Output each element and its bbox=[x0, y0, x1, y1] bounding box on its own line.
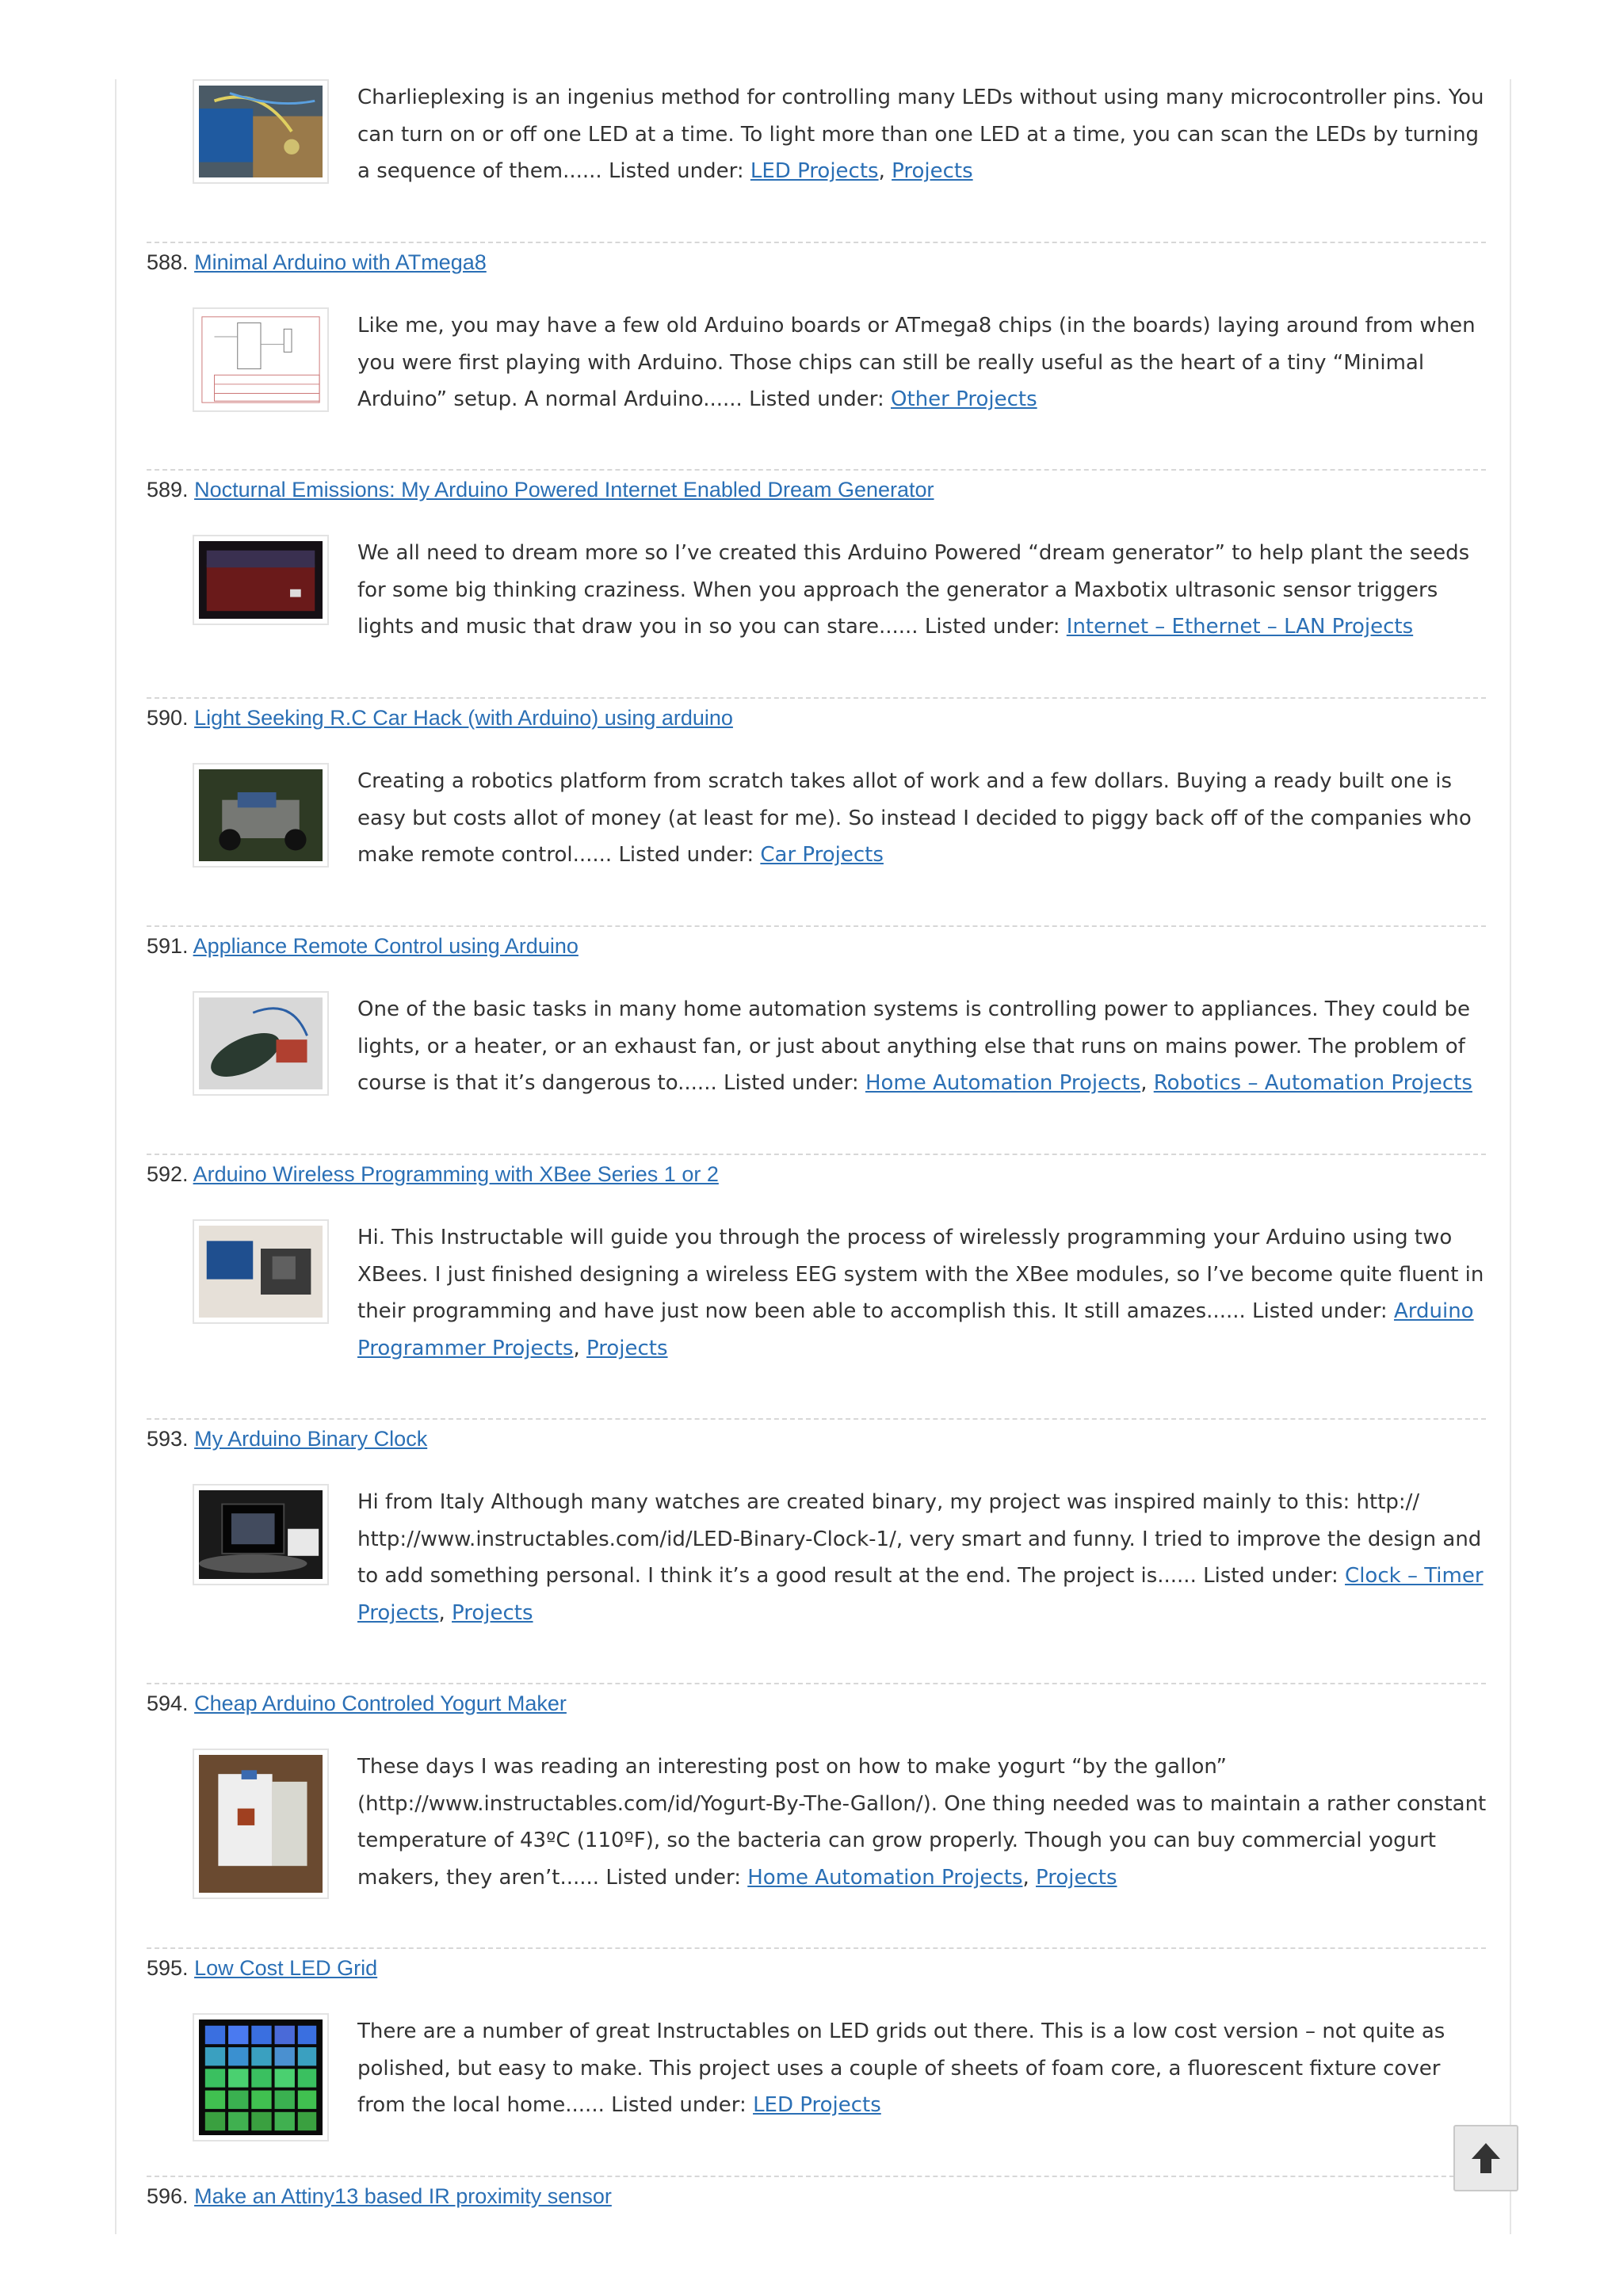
thumbnail-yogurt-maker[interactable] bbox=[193, 1749, 329, 1899]
item-heading: 588. Minimal Arduino with ATmega8 bbox=[147, 242, 1486, 280]
list-item bbox=[147, 1947, 1486, 2117]
category-link[interactable]: LED Projects bbox=[750, 159, 879, 183]
thumbnail-binary-clock[interactable] bbox=[193, 1484, 329, 1585]
category-link[interactable]: Home Automation Projects bbox=[865, 1071, 1141, 1095]
category-link[interactable]: Internet – Ethernet – LAN Projects bbox=[1066, 615, 1414, 639]
category-link[interactable]: Robotics – Automation Projects bbox=[1153, 1071, 1472, 1095]
thumbnail-xbee[interactable] bbox=[193, 1219, 329, 1324]
photo-image bbox=[199, 2019, 323, 2135]
thumbnail-charlieplexing[interactable] bbox=[193, 79, 329, 184]
photo-image bbox=[199, 1755, 323, 1893]
photo-image bbox=[199, 86, 323, 177]
list-item bbox=[147, 1154, 1486, 1360]
thumbnail-schematic[interactable] bbox=[193, 307, 329, 412]
item-heading: 589. Nocturnal Emissions: My Arduino Powered Internet Enabled Dream Generator bbox=[147, 469, 1486, 507]
item-title-link[interactable]: Arduino Wireless Programming with XBee Series 1 or 2 bbox=[193, 1162, 719, 1186]
category-link[interactable]: Clock – Timer Projects bbox=[357, 1564, 1484, 1625]
item-title-link[interactable]: My Arduino Binary Clock bbox=[194, 1427, 428, 1451]
item-description: Like me, you may have a few old Arduino boards or ATmega8 chips (in the boards) laying around from when you were first playing with Arduino. Those chips can still be really useful as the heart of a tiny “Minimal Arduino” setup. A normal Arduino...... Listed under: Other Projects bbox=[357, 314, 1476, 411]
item-title-link[interactable]: Minimal Arduino with ATmega8 bbox=[194, 250, 487, 274]
list-item bbox=[147, 242, 1486, 411]
item-heading: 593. My Arduino Binary Clock bbox=[147, 1418, 1486, 1456]
schematic-image bbox=[199, 314, 323, 406]
category-link[interactable]: LED Projects bbox=[753, 2093, 881, 2117]
photo-image bbox=[199, 541, 323, 619]
photo-image bbox=[199, 1226, 323, 1318]
list-item bbox=[147, 2176, 1486, 2214]
category-link[interactable]: Projects bbox=[586, 1336, 668, 1360]
thumbnail-appliance-remote[interactable] bbox=[193, 991, 329, 1096]
list-item bbox=[147, 925, 1486, 1095]
item-heading: 595. Low Cost LED Grid bbox=[147, 1947, 1486, 1985]
item-description: Creating a robotics platform from scratch takes allot of work and a few dollars. Buying a ready built one is easy but costs allot of money (at least for me). So instead I decided to piggy back off of the companies who make remote control...... Listed under: Car Projects bbox=[357, 769, 1472, 867]
list-item bbox=[147, 469, 1486, 639]
article-list bbox=[115, 79, 1511, 2234]
item-description: These days I was reading an interesting post on how to make yogurt “by the gallon” (http://www.instructables.com/id/Yogurt-By-The-Gallon/). One thing needed was to maintain a rather constant temperature of 43ºC (110ºF), so the bacteria can grow properly. Though you can buy commercial yogurt makers, they aren’t...... Listed under: Home Automation Projects, Projects bbox=[357, 1755, 1487, 1890]
list-item bbox=[147, 1683, 1487, 1890]
category-link[interactable]: Home Automation Projects bbox=[747, 1865, 1023, 1890]
item-heading: 592. Arduino Wireless Programming with XBee Series 1 or 2 bbox=[147, 1154, 1486, 1192]
item-description: One of the basic tasks in many home automation systems is controlling power to appliances. They could be lights, or a heater, or an exhaust fan, or just about anything else that runs on mains power. The problem of course is that it’s dangerous to...... Listed under: Home Automation Projects, Robotics – Automation Projects bbox=[357, 997, 1472, 1095]
list-item bbox=[147, 1418, 1486, 1625]
thumbnail-dream-generator[interactable] bbox=[193, 535, 329, 625]
item-title-link[interactable]: Nocturnal Emissions: My Arduino Powered Internet Enabled Dream Generator bbox=[194, 478, 934, 502]
item-title-link[interactable]: Cheap Arduino Controled Yogurt Maker bbox=[194, 1691, 567, 1715]
category-link[interactable]: Projects bbox=[1036, 1865, 1117, 1890]
item-description: We all need to dream more so I’ve created this Arduino Powered “dream generator” to help plant the seeds for some big thinking craziness. When you approach the generator a Maxbotix ultrasonic sensor triggers lights and music that draw you in so you can stare...... Listed under: Internet – Ethernet – LAN Projects bbox=[357, 541, 1470, 639]
item-heading: 590. Light Seeking R.C Car Hack (with Arduino) using arduino bbox=[147, 697, 1486, 735]
photo-image bbox=[199, 1490, 323, 1579]
item-title-link[interactable]: Make an Attiny13 based IR proximity sensor bbox=[194, 2184, 612, 2208]
item-description: Hi from Italy Although many watches are created binary, my project was inspired mainly to this: http:// http://www.instructables.com/id/LED-Binary-Clock-1/, very smart and funny. I tried to improve the design and to add something personal. I think it’s a good result at the end. The project is...... Listed under: Clock – Timer Projects, Projects bbox=[357, 1490, 1484, 1625]
item-heading: 594. Cheap Arduino Controled Yogurt Maker bbox=[147, 1683, 1486, 1721]
item-heading: 596. Make an Attiny13 based IR proximity sensor bbox=[147, 2176, 1486, 2214]
item-title-link[interactable]: Light Seeking R.C Car Hack (with Arduino) using arduino bbox=[194, 706, 733, 730]
category-link[interactable]: Car Projects bbox=[760, 843, 884, 867]
arrow-up-icon bbox=[1470, 2142, 1502, 2175]
photo-image bbox=[199, 769, 323, 861]
item-title-link[interactable]: Appliance Remote Control using Arduino bbox=[193, 934, 579, 958]
photo-image bbox=[199, 997, 323, 1089]
item-description: Hi. This Instructable will guide you through the process of wirelessly programming your Arduino using two XBees. I just finished designing a wireless EEG system with the XBee modules, so I’ve become quite fluent in their programming and have just now been able to accomplish this. It still amazes...... Listed under: Arduino Programmer Projects, Projects bbox=[357, 1226, 1484, 1360]
thumbnail-led-grid[interactable] bbox=[193, 2013, 329, 2142]
scroll-to-top-button[interactable] bbox=[1453, 2125, 1518, 2191]
category-link[interactable]: Projects bbox=[892, 159, 973, 183]
item-heading: 591. Appliance Remote Control using Arduino bbox=[147, 925, 1486, 963]
list-item bbox=[147, 697, 1486, 867]
category-link[interactable]: Projects bbox=[452, 1600, 533, 1625]
thumbnail-rc-car[interactable] bbox=[193, 763, 329, 868]
item-description: There are a number of great Instructables on LED grids out there. This is a low cost version – not quite as polished, but easy to make. This project uses a couple of sheets of foam core, a fluorescent fixture cover from the local home...... Listed under: LED Projects bbox=[357, 2019, 1445, 2117]
category-link[interactable]: Other Projects bbox=[891, 387, 1037, 411]
item-description: Charlieplexing is an ingenius method for controlling many LEDs without using many microcontroller pins. You can turn on or off one LED at a time. To light more than one LED at a time, you can scan the LEDs by turning a sequence of them...... Listed under: LED Projects, Projects bbox=[357, 86, 1484, 183]
item-title-link[interactable]: Low Cost LED Grid bbox=[194, 1956, 378, 1980]
category-link[interactable]: Arduino Programmer Projects bbox=[357, 1299, 1474, 1360]
